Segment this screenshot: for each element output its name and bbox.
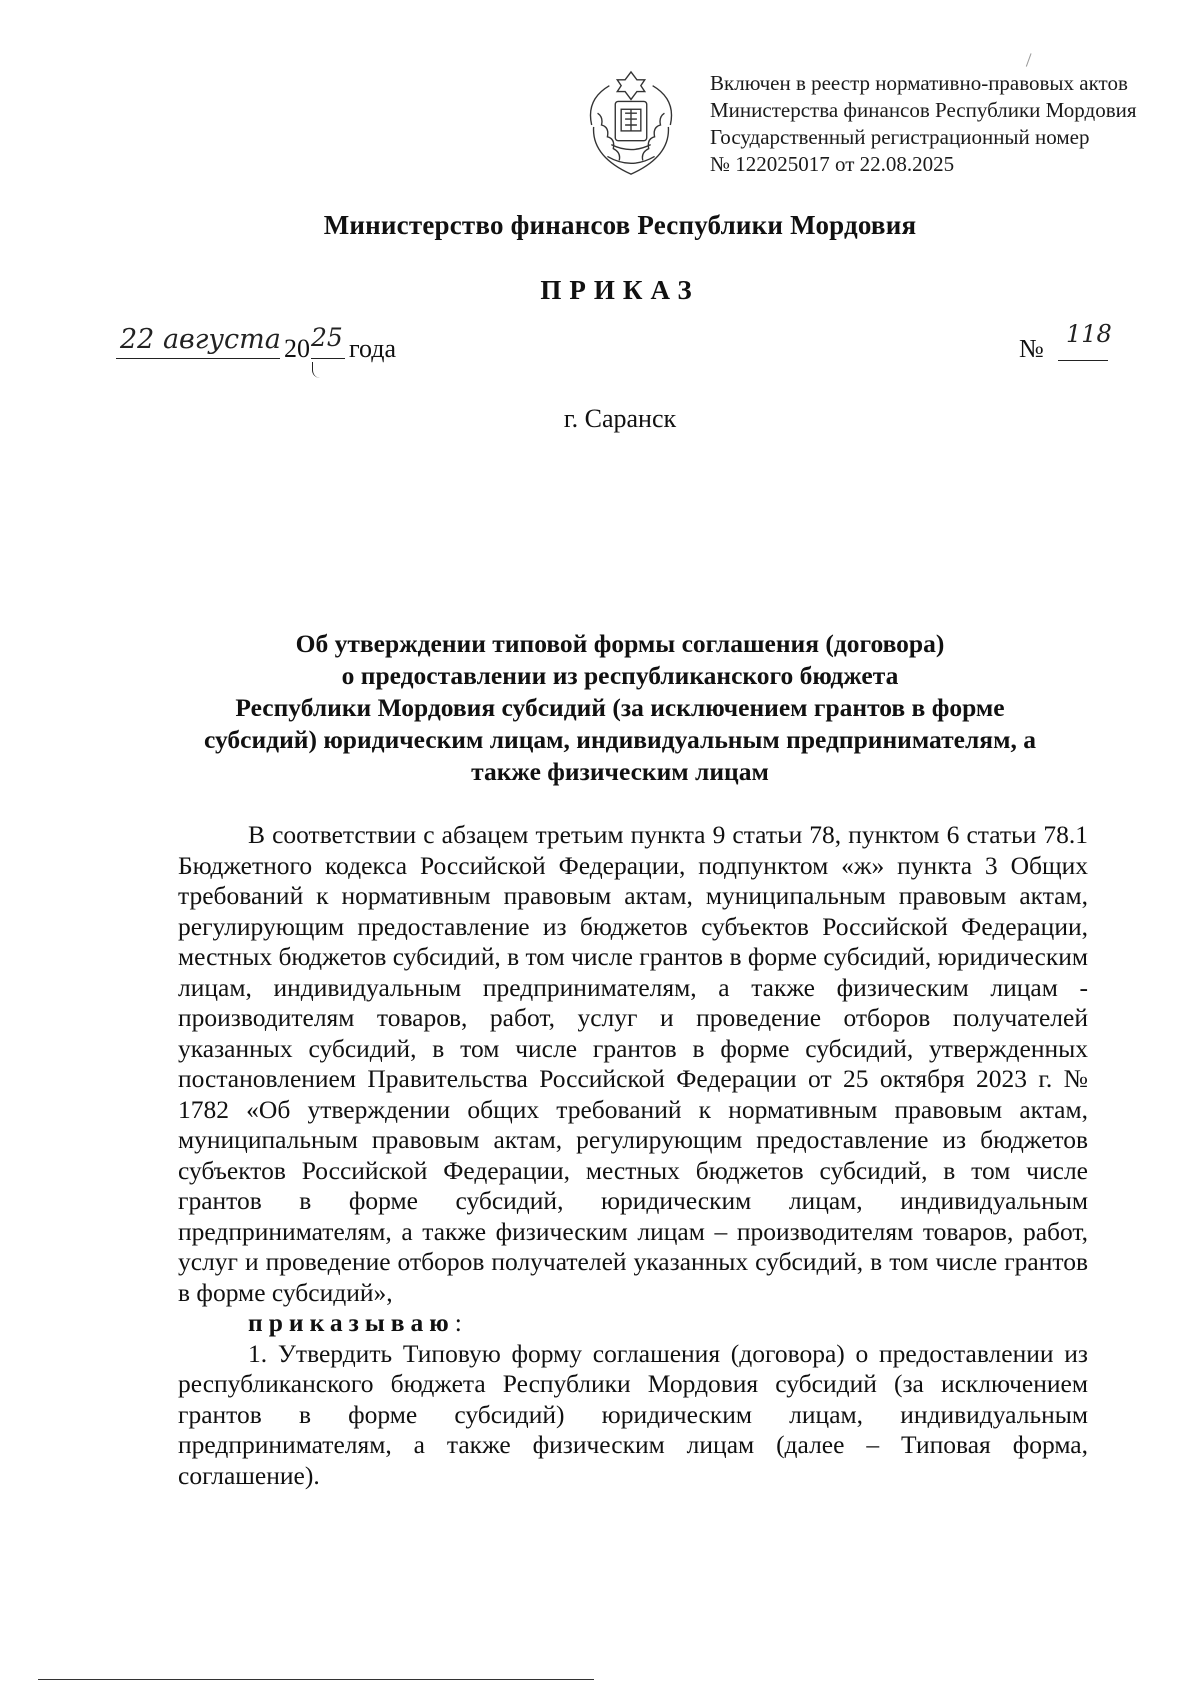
year-underline bbox=[311, 358, 345, 359]
handwritten-year: 25 bbox=[311, 323, 343, 352]
number-underline bbox=[1058, 360, 1108, 361]
date-number-line bbox=[116, 318, 1116, 368]
number-sign: № bbox=[1019, 334, 1044, 363]
year-prefix: 20 bbox=[284, 334, 310, 363]
bottom-rule bbox=[38, 1679, 594, 1680]
title-line-2: о предоставлении из республиканского бюджета bbox=[341, 661, 899, 690]
preamble-paragraph: В соответствии с абзацем третьим пункта 9 статьи 78, пунктом 6 статьи 78.1 Бюджетного кодекса Российской Федерации, подпунктом «ж» пункта 3 Общих требований к нормативным правовым актам, муниципальным правовым актам, регулирующим предоставление из бюджетов субъектов Российской Федерации, местных бюджетов субсидий, в том числе грантов в форме субсидий, юридическим лицам, индивидуальным предпринимателям, а также физическим лицам - производителям товаров, работ, услуг и проведение отборов получателей указанных субсидий, в том числе грантов в форме субсидий, утвержденных постановлением Правительства Российской Федерации от 25 октября 2023 г. № 1782 «Об утверждении общих требований к нормативным правовым актам, муниципальным правовым актам, регулирующим предоставление из бюджетов субъектов Российской Федерации, местных бюджетов субсидий, в том числе грантов в форме субсидий, юридическим лицам, индивидуальным предпринимателям, а также физическим лицам – производителям товаров, работ, услуг и проведение отборов получателей указанных субсидий, в том числе грантов в форме субсидий», bbox=[178, 820, 1089, 1307]
coat-of-arms-emblem bbox=[572, 66, 690, 184]
registry-line-1: Включен в реестр нормативно-правовых актов bbox=[710, 71, 1128, 95]
date-underline bbox=[116, 358, 280, 359]
margin-mark bbox=[1026, 53, 1037, 69]
ministry-name: Министерство финансов Республики Мордовия bbox=[323, 210, 917, 240]
order-body bbox=[178, 820, 1088, 1491]
registry-line-3: Государственный регистрационный номер bbox=[710, 125, 1090, 149]
handwritten-date: 22 августа bbox=[120, 324, 281, 355]
order-directive bbox=[178, 1308, 1088, 1339]
city-name: г. Саранск bbox=[563, 404, 677, 433]
item-1-paragraph: 1. Утвердить Типовую форму соглашения (договора) о предоставлении из республиканского бюджета Республики Мордовия субсидий (за исключением грантов в форме субсидий) юридическим лицам, индивидуальным предпринимателям, а также физическим лицам (далее – Типовая форма, соглашение). bbox=[178, 1338, 1088, 1490]
registry-line-2: Министерства финансов Республики Мордовия bbox=[710, 98, 1137, 122]
order-word: приказываю bbox=[248, 1308, 455, 1337]
year-suffix: года bbox=[349, 334, 397, 363]
registry-stamp-text bbox=[710, 70, 1180, 178]
order-title bbox=[160, 628, 1080, 788]
handwritten-number: 118 bbox=[1066, 320, 1112, 348]
title-line-4: субсидий) юридическим лицам, индивидуальным предпринимателям, а bbox=[204, 725, 1036, 754]
handwriting-tail bbox=[312, 362, 323, 378]
title-line-5: также физическим лицам bbox=[471, 757, 769, 786]
title-line-1: Об утверждении типовой формы соглашения (договора) bbox=[295, 629, 945, 658]
registry-line-4: № 122025017 от 22.08.2025 bbox=[710, 152, 955, 176]
document-type: ПРИКАЗ bbox=[540, 275, 700, 305]
title-line-3: Республики Мордовия субсидий (за исключением грантов в форме bbox=[235, 693, 1005, 722]
order-colon: : bbox=[454, 1308, 462, 1337]
